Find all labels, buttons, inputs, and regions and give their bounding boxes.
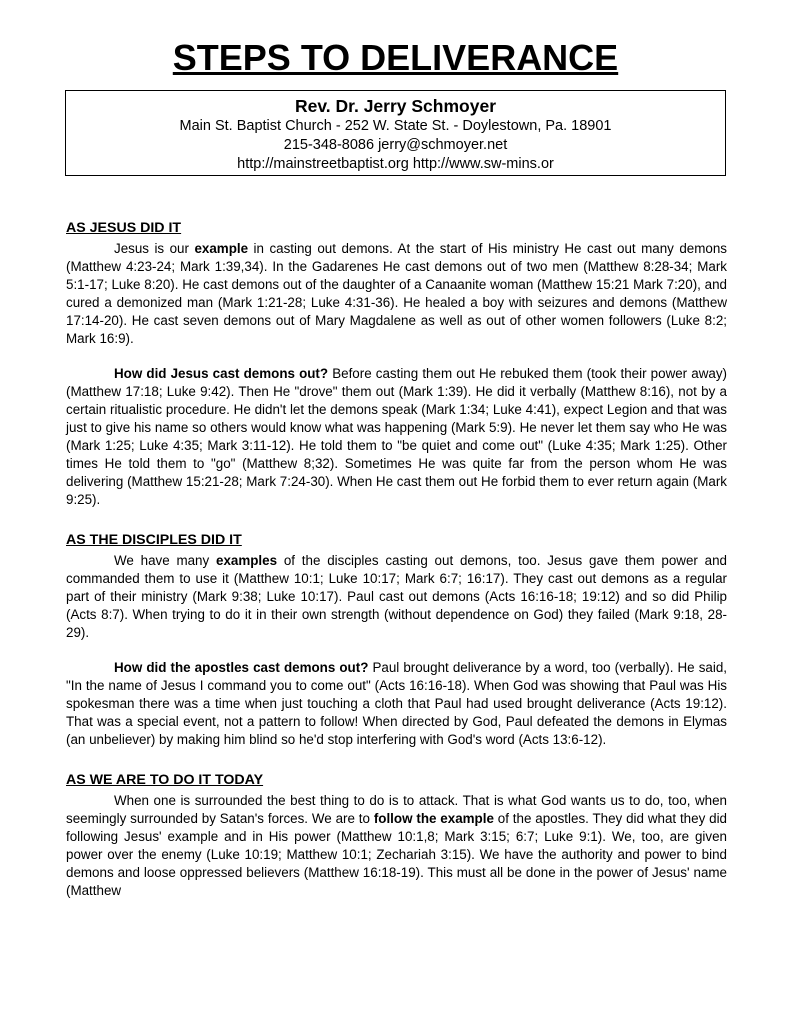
- section-heading: AS JESUS DID IT: [66, 220, 182, 236]
- emphasis: example: [194, 241, 249, 256]
- text-run: of the apostles. They did what they did following Jesus' example and in His power (Matthew 10:1,8; Mark 3:15; 6:7; Luke 9:1). We, too, are given power over the enemy (Luke 10:19; Matthew 10:1; Zechariah 3:15). We have the authority and power to bind demons and loose oppressed believers (Matthew 16:18-19). This must all be done in the power of Jesus' name (Matthew: [66, 811, 727, 898]
- paragraph-lead: How did the apostles cast demons out?: [114, 660, 369, 675]
- author-name: Rev. Dr. Jerry Schmoyer: [294, 96, 497, 116]
- paragraph: [66, 659, 727, 749]
- paragraph: [66, 792, 727, 900]
- church-address: Main St. Baptist Church - 252 W. State St. - Doylestown, Pa. 18901: [179, 118, 612, 134]
- section-as-we-are-to-do-it-today: [66, 771, 727, 900]
- text-run: Jesus is our: [114, 241, 195, 256]
- paragraph: [66, 365, 727, 509]
- document-body: [66, 219, 727, 900]
- page-title: STEPS TO DELIVERANCE: [172, 37, 619, 78]
- contact-line: 215-348-8086 jerry@schmoyer.net: [283, 137, 508, 153]
- section-heading: AS THE DISCIPLES DID IT: [66, 532, 242, 548]
- text-run: We have many: [114, 553, 216, 568]
- paragraph: [66, 240, 727, 348]
- section-as-jesus-did-it: [66, 219, 727, 509]
- section-heading: AS WE ARE TO DO IT TODAY: [66, 772, 264, 788]
- text-run: in casting out demons. At the start of His ministry He cast out many demons (Matthew 4:23-24; Mark 1:39,34). In the Gadarenes He cast demons out of two men (Matthew 8:28-34; Mark 5:1-17; Luke 8:20). He cast demons out of the daughter of a Canaanite woman (Matthew 15:21 Mark 7:20), and cured a demonized man (Mark 1:21-28; Luke 4:31-36). He healed a boy with seizures and demons (Matthew 17:14-20). He cast seven demons out of Mary Magdalene as well as out of other women followers (Luke 8:2; Mark 16:9).: [66, 241, 727, 346]
- website-links: http://mainstreetbaptist.org http://www.sw-mins.or: [237, 156, 554, 172]
- section-as-the-disciples-did-it: [66, 531, 727, 749]
- paragraph-lead: How did Jesus cast demons out?: [114, 366, 329, 381]
- emphasis: examples: [216, 553, 278, 568]
- text-run: of the disciples casting out demons, too. Jesus gave them power and commanded them to use it (Matthew 10:1; Luke 10:17; Mark 6:7; 16:17). They cast out demons as a regular part of their ministry (Mark 9:38; Luke 10:17). Paul cast out demons (Acts 16:16-18; 19:12) and so did Philip (Acts 8:7). When trying to do it in their own strength (without dependence on God) they failed (Mark 9:18, 28-29).: [66, 553, 727, 640]
- text-run: Before casting them out He rebuked them (took their power away) (Matthew 17:18; Luke 9:42). Then He "drove" them out (Mark 1:39). He did it verbally (Matthew 8:16), not by a certain ritualistic procedure. He didn't let the demons speak (Mark 1:34; Luke 4:41), expect Legion and that was just to give his name so others would know what was happening (Mark 5:9). He never let them say who He was (Mark 1:25; Luke 4:35; Mark 3:11-12). He told them to "be quiet and come out" (Luke 4:35; Mark 1:25). Other times He told them to "go" (Matthew 8;32). Sometimes He was quite far from the person whom He was delivering (Matthew 15:21-28; Mark 7:24-30). When He cast them out He forbid them to ever return again (Mark 9:25).: [66, 366, 727, 507]
- emphasis: follow the example: [373, 811, 494, 826]
- text-run: Paul brought deliverance by a word, too (verbally). He said, "In the name of Jesus I command you to come out" (Acts 16:16-18). When God was showing that Paul was His spokesman there was a time when just touching a cloth that Paul had used brought deliverance (Acts 19:12). That was a special event, not a pattern to follow! When directed by God, Paul defeated the demons in Elymas (an unbeliever) by making him blind so he'd stop interfering with God's word (Acts 13:6-12).: [66, 660, 727, 747]
- text-run: When one is surrounded the best thing to do is to attack. That is what God wants us to do, too, when seemingly surrounded by Satan's forces. We are to: [66, 793, 727, 826]
- author-info-box: [65, 90, 726, 176]
- paragraph: [66, 552, 727, 642]
